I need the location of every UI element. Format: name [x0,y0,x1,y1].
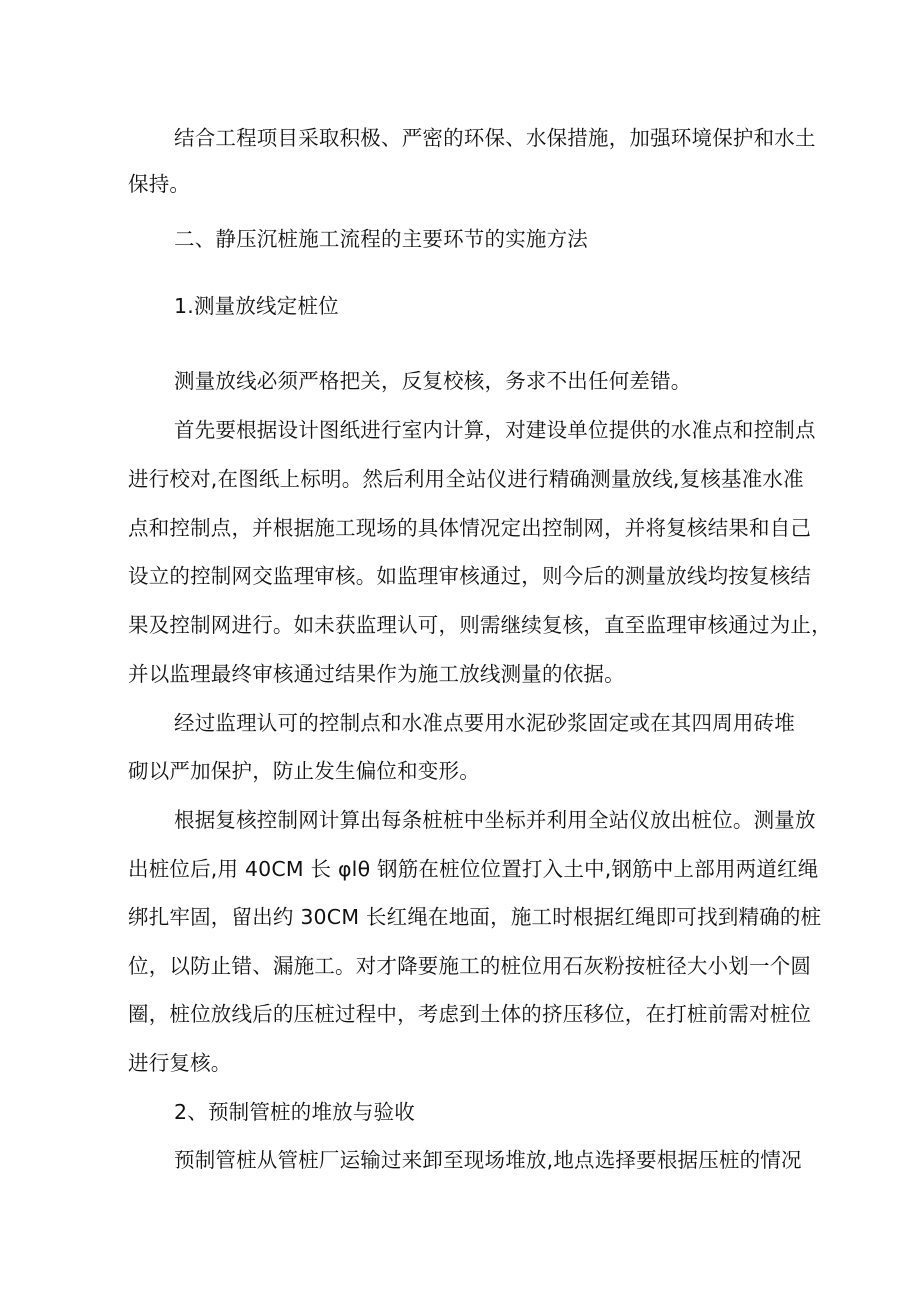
subsection-heading: 1.测量放线定桩位 [174,294,339,318]
paragraph-line: 首先要根据设计图纸进行室内计算，对建设单位提供的水准点和控制点 [174,418,816,442]
paragraph-line: 出桩位后,用 40CM 长 φlθ 钢筋在桩位位置打入土中,钢筋中上部用两道红绳 [128,857,819,881]
paragraph-line: 结合工程项目采取积极、严密的环保、水保措施，加强环境保护和水土 [174,126,816,150]
section-heading: 二、静压沉桩施工流程的主要环节的实施方法 [174,227,588,251]
paragraph-line: 进行复核。 [128,1051,232,1075]
paragraph-line: 经过监理认可的控制点和水准点要用水泥砂浆固定或在其四周用砖堆 [174,711,795,735]
paragraph-line: 并以监理最终审核通过结果作为施工放线测量的依据。 [128,662,625,686]
paragraph-line: 位，以防止错、漏施工。对才降要施工的桩位用石灰粉按桩径大小划一个圆 [128,954,812,978]
paragraph-line: 根据复核控制网计算出每条桩桩中坐标并利用全站仪放出桩位。测量放 [174,808,816,832]
paragraph-line: 进行校对,在图纸上标明。然后利用全站仪进行精确测量放线,复核基准水准 [128,467,804,491]
paragraph-line: 果及控制网进行。如未获监理认可，则需继续复核，直至监理审核通过为止， [128,613,832,637]
paragraph-line: 保持。 [128,172,191,196]
paragraph-line: 测量放线必须严格把关，反复校核，务求不出任何差错。 [174,369,692,393]
paragraph-line: 砌以严加保护，防止发生偏位和变形。 [128,759,480,783]
paragraph-line: 圈，桩位放线后的压桩过程中，考虑到土体的挤压移位，在打桩前需对桩位 [128,1002,812,1026]
paragraph-line: 设立的控制网交监理审核。如监理审核通过，则今后的测量放线均按复核结 [128,564,812,588]
paragraph-line: 预制管桩从管桩厂运输过来卸至现场堆放,地点选择要根据压桩的情况 [174,1148,802,1172]
subsection-heading: 2、预制管桩的堆放与验收 [174,1100,415,1124]
paragraph-line: 绑扎牢固，留出约 30CM 长红绳在地面，施工时根据红绳即可找到精确的桩 [128,905,822,929]
paragraph-line: 点和控制点，并根据施工现场的具体情况定出控制网，并将复核结果和自己 [128,516,812,540]
